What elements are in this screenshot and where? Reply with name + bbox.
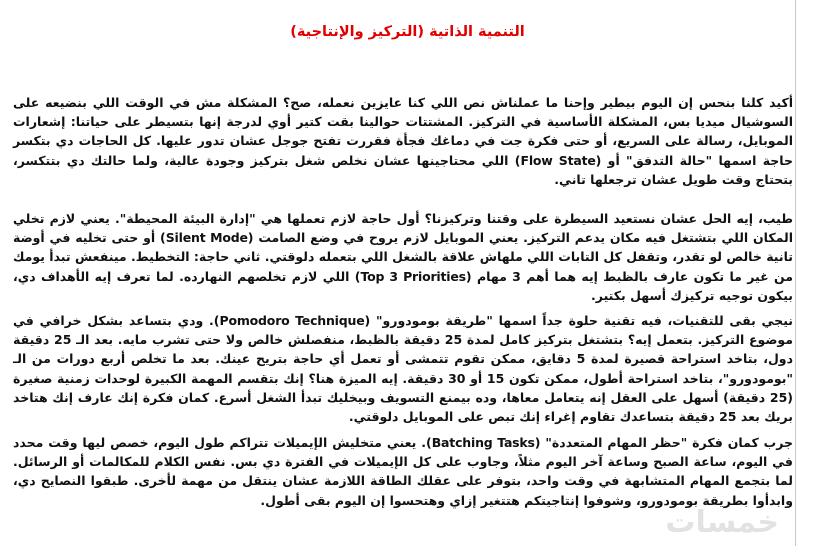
paragraph-3: نيجي بقى للتقنيات، فيه تقنية حلوة جداً اسمها "طريقة بومودورو" (Pomodoro Technique). ودي بتساعد بشكل خرافي في موضوع التركيز. بتعمل إيه؟ بتشتغل بتركيز كامل لمدة 25 دقيقة بالظبط، منفصلش خالص ولا حتى تشرب مايه. بعد الـ 25 دقيقة دول، بتاخد استراحة قصيرة لمدة 5 دقايق، ممكن تقوم تتمشى أو تعمل أي حاجة بتريح عينك. بعد ما تخلص أربع دورات من الـ "بومودورو"، بتاخد استراحة أطول، ممكن تكون 15 أو 30 دقيقة. إيه الميزة هنا؟ إنك بتقسم المهمة الكبيرة لوحدات زمنية صغيرة (25 دقيقة) أسهل على العقل إنه يتعامل معاها، وده بيمنع التسويف وبيخليك تبدأ الشغل أسرع. كمان فكرة إنك عارف إنك هتاخد بريك بعد 25 دقيقة بتساعدك تقاوم إغراء إنك تبص على الموبايل دلوقتي. — [13, 313, 793, 425]
page-edge-divider — [795, 0, 796, 546]
paragraph-2: طيب، إيه الحل عشان نستعيد السيطرة على وقتنا وتركيزنا؟ أول حاجة لازم تعملها هي "إدارة البيئة المحيطة". يعني لازم تخلي المكان اللي بتشتغل فيه مكان يدعم التركيز. يعني الموبايل لازم يروح في وضع الصامت (Silent Mode) أو حتى تخليه في أوضة تانية خالص لو تقدر، وتقفل كل التابات اللي ملهاش علاقة بالشغل اللي بتعمله دلوقتي. ثاني حاجة: التخطيط. مينفعش تبدأ يومك من غير ما تكون عارف بالظبط إيه هما أهم 3 مهام (Top 3 Priorities) اللي لازم تخلصهم النهارده. لما تعرف إيه الأهداف دي، بيكون توجيه تركيزك أسهل بكتير. — [13, 211, 793, 303]
paragraph-4: جرب كمان فكرة "حظر المهام المتعددة" (Batching Tasks). يعني متخليش الإيميلات تتراكم طول اليوم، خصص ليها وقت محدد في اليوم، ساعة الصبح وساعة آخر اليوم مثلاً، وجاوب على كل الإيميلات في الفترة دي بس. نفس الكلام للمكالمات أو الرسائل. لما بتجمع المهام المتشابهة في وقت واحد، بتوفر على عقلك الطاقة اللازمة عشان ينتقل من مهمة لأخرى. طبقوا النصايح دي، وابدأوا بطريقة بومودورو، وشوفوا إنتاجيتكم هتتغير إزاي وهتحسوا إن اليوم بقى أطول. — [13, 435, 793, 508]
watermark-logo: خمسات — [665, 505, 779, 540]
document-title: التنمية الذاتية (التركيز والإنتاجية) — [290, 24, 525, 40]
paragraph-1: أكيد كلنا بنحس إن اليوم بيطير وإحنا ما عملناش نص اللي كنا عايزين نعمله، صح؟ المشكلة مش في الوقت اللي بنضيعه على السوشيال ميديا بس، المشكلة الأساسية في التركيز. المشتتات حوالينا بقت كتير أوي لدرجة إنها بتسيطر على حياتنا: إشعارات الموبايل، رسالة على السريع، أو حتى فكرة جت في دماغك فجأة فقررت تفتح جوجل عشان تدور عليها. كل الحاجات دي بتكسر حاجة اسمها "حالة التدفق" أو (Flow State) اللي محتاجينها عشان نخلص شغل بتركيز وجودة عالية، ولما حالتك دي بتتكسر، بتحتاج وقت طويل عشان ترجعلها تاني. — [13, 95, 793, 187]
